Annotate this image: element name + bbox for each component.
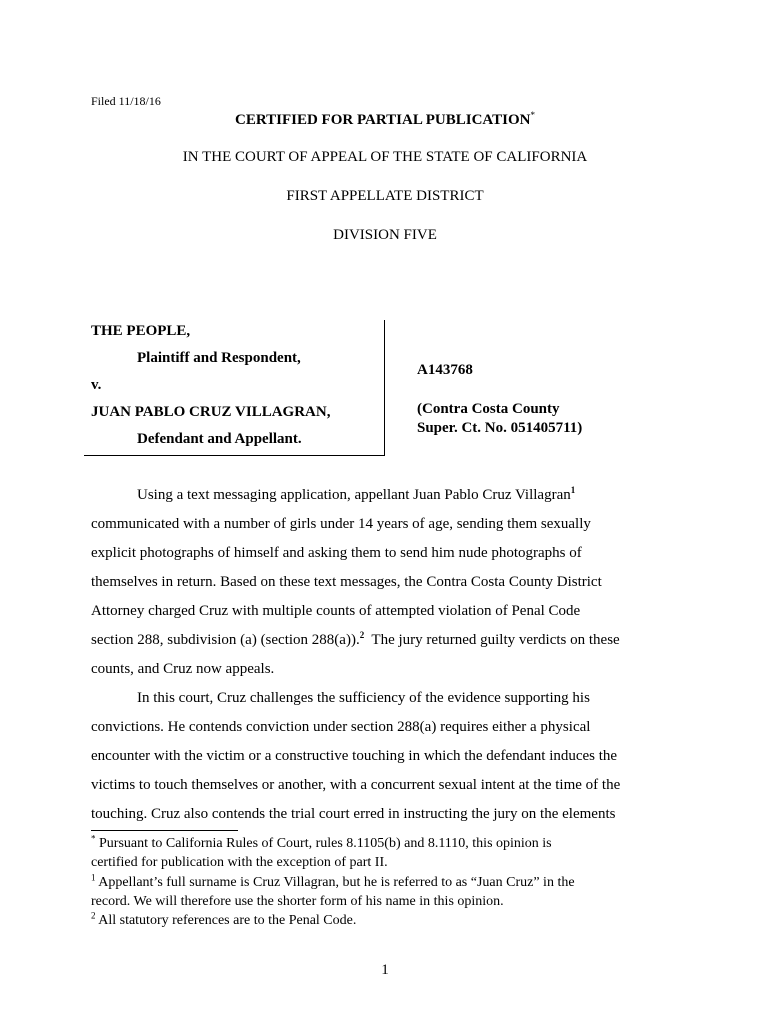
footnote-1-mark: 1 (91, 872, 96, 883)
body-line: explicit photographs of himself and asking them to send him nude photographs of (91, 545, 582, 561)
footnote-text: All statutory references are to the Penal Code. (95, 913, 357, 928)
footnote-2-mark: 2 (91, 910, 96, 921)
footnote-1 (91, 872, 575, 891)
body-line: encounter with the victim or a constructive touching in which the defendant induces the (91, 748, 618, 764)
footnote-ref-2: 2 (359, 630, 365, 640)
district-name: FIRST APPELLATE DISTRICT (286, 188, 484, 204)
body-line: touching. Cruz also contends the trial court erred in instructing the jury on the elements (91, 806, 616, 822)
versus: v. (91, 377, 102, 393)
court-name: IN THE COURT OF APPEAL OF THE STATE OF CALIFORNIA (182, 149, 588, 165)
footnote-star-mark: * (91, 833, 96, 844)
footnote-text: Pursuant to California Rules of Court, rules 8.1105(b) and 8.1110, this opinion is (95, 836, 552, 851)
footnote-star (91, 833, 552, 852)
body-text: Using a text messaging application, appellant Juan Pablo Cruz Villagran (137, 487, 571, 503)
body-line: convictions. He contends conviction under section 288(a) requires either a physical (91, 719, 591, 735)
publication-footnote-mark: * (530, 110, 535, 120)
footnote-separator (91, 830, 238, 831)
county-line-1: (Contra Costa County (417, 401, 560, 417)
caption-horizontal-rule (84, 455, 385, 456)
body-line: communicated with a number of girls under 14 years of age, sending them sexually (91, 516, 591, 532)
page-number: 1 (381, 962, 389, 978)
footnote-ref-1: 1 (570, 485, 576, 495)
caption-vertical-rule (384, 320, 385, 455)
body-text: The jury returned guilty verdicts on these (364, 632, 620, 648)
body-line: Attorney charged Cruz with multiple counts of attempted violation of Penal Code (91, 603, 581, 619)
defendant-role: Defendant and Appellant. (137, 431, 302, 447)
body-line: In this court, Cruz challenges the sufficiency of the evidence supporting his (137, 690, 590, 706)
footnote-text: Appellant’s full surname is Cruz Villagran, but he is referred to as “Juan Cruz” in the (95, 875, 575, 890)
body-line (137, 487, 575, 504)
body-line: victims to touch themselves or another, with a concurrent sexual intent at the time of the (91, 777, 621, 793)
body-text: section 288, subdivision (a) (section 288(a)). (91, 632, 360, 648)
body-line: themselves in return. Based on these text messages, the Contra Costa County District (91, 574, 602, 590)
footnote-star-cont: certified for publication with the exception of part II. (91, 855, 388, 870)
filed-date: Filed 11/18/16 (91, 94, 161, 108)
publication-heading (0, 110, 770, 129)
footnote-2 (91, 910, 357, 929)
division-name: DIVISION FIVE (333, 227, 437, 243)
county-line-2: Super. Ct. No. 051405711) (417, 420, 583, 436)
plaintiff-name: THE PEOPLE, (91, 323, 191, 339)
defendant-name: JUAN PABLO CRUZ VILLAGRAN, (91, 404, 331, 420)
case-number: A143768 (417, 362, 473, 378)
footnote-1-cont: record. We will therefore use the shorter form of his name in this opinion. (91, 894, 504, 909)
body-line (91, 632, 620, 649)
publication-heading-text: CERTIFIED FOR PARTIAL PUBLICATION (234, 112, 531, 128)
body-line: counts, and Cruz now appeals. (91, 661, 275, 677)
plaintiff-role: Plaintiff and Respondent, (137, 350, 301, 366)
